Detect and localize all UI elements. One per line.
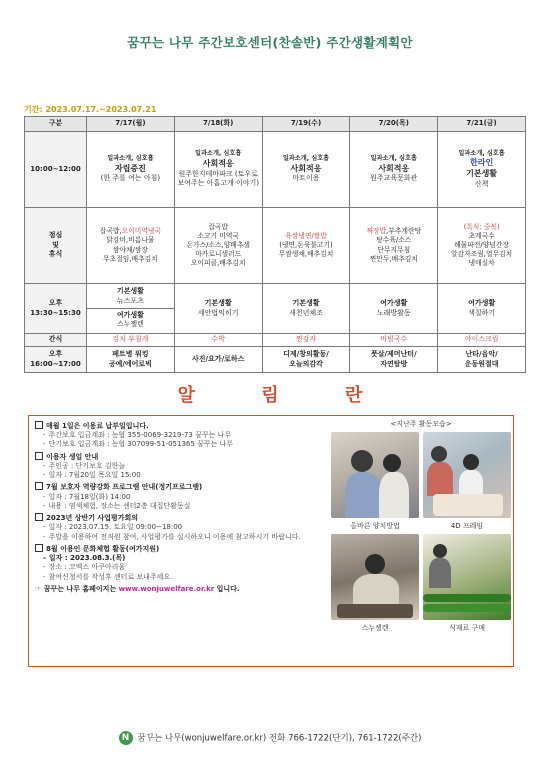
cell-tue-evening — [174, 347, 262, 373]
cell-line: 운동원절대 — [464, 359, 499, 368]
list-item: - 주말을 이용하여 전직원 참여, 사업평가를 실시하오니 이용에 참고하시기 바랍니다. — [43, 532, 301, 541]
cell-sub: 일과소개, 심호흡 — [282, 155, 330, 163]
cell-line: 공예/에어로빅 — [108, 359, 152, 368]
cell-mon-morning — [87, 132, 175, 208]
photo-4d-frame — [423, 432, 511, 518]
tree-logo-icon: N — [119, 731, 133, 745]
list-item-text: 주인공 : 단기보호 김한늘 — [48, 461, 126, 470]
photos-title: <지난주 활동모습> — [390, 420, 452, 428]
cell-detail: 노래방활동 — [376, 308, 411, 317]
menu-item: (냉면,돈육불고기) — [279, 240, 333, 249]
menu-item: 돈가스/소스,양배추샐 — [186, 240, 250, 249]
list-item-text: 주말을 이용하여 전직원 참여, 사업평가를 실시하오니 이용에 참고하시기 바랍니다. — [48, 532, 301, 541]
row-label-line: 오후 — [48, 299, 63, 308]
table-row-snack — [25, 334, 526, 347]
notice-heading: 알 림 란 — [177, 385, 393, 406]
cell-wed-evening — [262, 347, 350, 373]
menu-item: ,부추계란탕 — [386, 227, 422, 236]
cell-detail: 원주교육문화관 — [370, 174, 418, 183]
notice-section-title — [35, 544, 330, 554]
cell-wed-afternoon — [262, 284, 350, 334]
cell-tue-afternoon — [174, 284, 262, 334]
menu-item: 닭강비,비름나물 — [106, 236, 155, 245]
cell-detail: 원주한지테마파크 (토우로 보여주는 아홉고개 이야기) — [177, 169, 259, 188]
checkbox-square-icon — [35, 544, 43, 552]
cell-detail: 뉴스포츠 — [116, 296, 144, 305]
notice-section-title — [35, 513, 330, 523]
menu-item: 탕수육/소스 — [376, 236, 412, 245]
photo-grid — [331, 432, 511, 634]
menu-item: 찐만두,배추김치 — [369, 254, 418, 263]
cell-main: 기본생활 — [292, 299, 320, 308]
photo-caption: 식재료 구매 — [448, 624, 486, 632]
list-item: - 일자 : 2023.07.15. 토요일 09:00~18:00 — [43, 523, 183, 532]
table-header-row — [25, 117, 526, 132]
list-item: - 주인공 : 단기보호 김한늘 — [43, 461, 126, 470]
cell-detail: 새천년체조 — [289, 308, 323, 317]
row-label-line: 휴식 — [48, 250, 63, 259]
menu-item: 냉매실차 — [468, 259, 495, 268]
menu-item: 무초절임,배추김치 — [103, 254, 158, 263]
cell-wed-morning — [262, 132, 350, 208]
menu-item: 알감자조림,열무김치 — [450, 250, 513, 259]
checkbox-square-icon — [35, 421, 43, 429]
list-item: - 주간보호 입금계좌 : 농협 355-0069-3219-73 꿈꾸는 나무 — [43, 431, 232, 440]
header-thu: 7/20(목) — [350, 117, 438, 132]
cell-main: 사회적응 — [202, 158, 234, 168]
checkbox-square-icon — [35, 452, 43, 460]
cell-fri-snack: 아이스크림 — [438, 334, 526, 347]
list-item-text: 일자 : 7월18일(화) 14:00 — [48, 492, 131, 501]
menu-item-highlight: 육쌈냉면/쌀밥 — [285, 231, 327, 240]
notice-section-label: 이용자 생일 안내 — [46, 452, 99, 461]
cell-detail: (한 주를 여는 아침) — [100, 174, 161, 183]
footer-contact: 꿈꾸는 나무(wonjuwelfare.or.kr) 전화 766-1722(단기), 761-1722(주간) — [137, 733, 422, 744]
page-footer — [0, 731, 540, 745]
cell-main: 여가생활 — [468, 299, 496, 308]
cell-line: 오늘의감각 — [289, 359, 323, 368]
notice-section-label: 8월 이용인 문화체험 활동(여가지원) — [46, 544, 160, 553]
list-item-text: 일자 : 2023.08.3.(목) — [48, 554, 126, 563]
cell-line: 자연탐방 — [380, 359, 408, 368]
cell-detail: 스누젤렌 — [116, 320, 144, 329]
photo-grocery-shopping — [423, 534, 511, 620]
row-label-lunch — [25, 208, 87, 284]
cell-detail: 세안법익히기 — [197, 308, 239, 317]
menu-item: 쌈야채/쌈장 — [112, 245, 148, 254]
notice-board — [28, 415, 514, 667]
list-item-text: 참여신청서를 작성후 센터로 보내주세요. — [48, 572, 173, 581]
list-item: - 일자 : 2023.08.3.(목) — [43, 554, 126, 563]
page-title: 꿈꾸는 나무 주간보호센터(찬솔반) 주간생활계획안 — [127, 35, 413, 50]
cell-main-blue: 한라인 — [470, 158, 494, 168]
homepage-notice — [35, 585, 330, 594]
cell-split-bottom — [87, 309, 174, 332]
cell-tue-morning — [174, 132, 262, 208]
row-label-line: 및 — [52, 240, 59, 249]
header-mon: 7/17(월) — [87, 117, 175, 132]
row-label-evening — [25, 347, 87, 373]
menu-item: 무쌈생채,배추김치 — [278, 250, 334, 259]
list-item-text: 일자 : 7월20일 목요일 15:00 — [48, 471, 141, 480]
menu-item: 해물파전/양념간장 — [454, 240, 509, 249]
cell-main: 사회적응 — [378, 163, 410, 173]
notice-section-label: 2023년 상반기 사업평가회의 — [46, 514, 138, 523]
cell-sub: 일과소개, 심호흡 — [107, 155, 154, 163]
row-label-line: 16:00~17:00 — [30, 359, 81, 368]
cell-sub: 일과소개, 심호흡 — [195, 150, 242, 158]
photo-caption: 올바른 양치방법 — [350, 522, 400, 530]
row-label-line: 13:30~15:30 — [30, 308, 81, 317]
menu-item-highlight: 짜장밥 — [366, 227, 387, 236]
cell-fri-morning — [438, 132, 526, 208]
cell-tue-snack: 수박 — [174, 334, 262, 347]
cell-main: 기본생활 — [204, 299, 232, 308]
photo-snoezelen — [331, 534, 419, 620]
homepage-link[interactable]: www.wonjuwelfare.or.kr — [118, 584, 215, 593]
row-label-snack: 간식 — [25, 334, 87, 347]
cell-line: 페트병 워킹 — [112, 350, 149, 359]
checkbox-square-icon — [35, 482, 43, 490]
cell-detail: 색칠하기 — [468, 308, 496, 317]
homepage-prefix: ☞ 꿈꾸는 나무 홈페이지는 — [35, 584, 117, 593]
menu-item: 잡곡밥 — [208, 222, 229, 231]
cell-main: 기본생활 — [116, 287, 144, 296]
notice-list — [35, 419, 330, 594]
cell-wed-snack: 찐감자 — [262, 334, 350, 347]
checkbox-square-icon — [35, 513, 43, 521]
cell-main: 기본생활 — [466, 168, 498, 178]
menu-item: 단무지무침 — [377, 245, 411, 254]
photo-caption: 4D 프레임 — [450, 522, 484, 530]
list-item-text: 단기보호 입금계좌 : 농협 307099-51-051365 꿈꾸는 나무 — [48, 440, 234, 449]
cell-main: 여가생활 — [116, 311, 144, 319]
cell-detail: 마트이용 — [292, 174, 320, 183]
schedule-period: 기간: 2023.07.17.~2023.07.21 — [24, 105, 157, 114]
cell-fri-afternoon — [438, 284, 526, 334]
cell-fri-lunch — [438, 208, 526, 284]
cell-main: 자립증진 — [114, 163, 146, 173]
cell-tue-lunch — [174, 208, 262, 284]
table-row-lunch — [25, 208, 526, 284]
cell-thu-evening — [350, 347, 438, 373]
cell-fri-evening — [438, 347, 526, 373]
notice-section-label: 7월 보호자 역량강화 프로그램 안내(정기프로그램) — [46, 483, 203, 492]
table-row-evening — [25, 347, 526, 373]
weekly-schedule-table — [24, 116, 526, 373]
menu-item: 오이피클,배추김치 — [190, 259, 246, 268]
list-item: - 내용 : 염색체험, 장소는 센터2층 대집단활동실 — [43, 501, 191, 510]
cell-sub: 일과소개, 심호흡 — [458, 149, 505, 157]
cell-main: 사회적응 — [290, 163, 322, 173]
cell-sub: 일과소개, 심호흡 — [370, 155, 417, 163]
list-item: - 일자 : 7월20일 목요일 15:00 — [43, 471, 141, 480]
row-label-line: 오후 — [48, 350, 63, 359]
cell-thu-morning — [350, 132, 438, 208]
cell-mon-evening — [87, 347, 175, 373]
cell-line: 난타/음악/ — [465, 350, 498, 359]
cell-line: 디제/창의활동/ — [283, 350, 329, 359]
row-label-line: 점심 — [48, 231, 63, 240]
cell-thu-lunch — [350, 208, 438, 284]
cell-mon-afternoon — [87, 284, 175, 334]
header-fri: 7/21(금) — [438, 117, 526, 132]
list-item: - 일자 : 7월18일(화) 14:00 — [43, 492, 131, 501]
cell-line: 풋살/제머난터/ — [370, 350, 417, 359]
photo-caption: 스누젤렌 — [361, 624, 389, 632]
cell-mon-snack: 김치 부침개 — [87, 334, 175, 347]
notice-section-title — [35, 482, 330, 492]
menu-item-highlight: (특식: 중복) — [463, 222, 500, 231]
cell-main: 여가생활 — [380, 299, 408, 308]
table-row-morning — [25, 132, 526, 208]
menu-item: 잡곡밥, — [99, 227, 122, 236]
menu-item: 마카로니샐러드 — [195, 250, 242, 259]
list-item-text: 주간보호 입금계좌 : 농협 355-0069-3219-73 꿈꾸는 나무 — [48, 431, 232, 440]
menu-item: 초계국수 — [468, 231, 495, 240]
cell-wed-lunch — [262, 208, 350, 284]
row-label-afternoon — [25, 284, 87, 334]
header-tue: 7/18(화) — [174, 117, 262, 132]
photo-toothbrushing — [331, 432, 419, 518]
cell-line: 사진/요가/로하스 — [191, 354, 245, 363]
cell-detail: 산책 — [474, 179, 489, 188]
cell-split-top — [87, 285, 174, 309]
homepage-suffix: 입니다. — [216, 584, 240, 593]
list-item-text: 내용 : 염색체험, 장소는 센터2층 대집단활동실 — [48, 501, 191, 510]
table-row-afternoon — [25, 284, 526, 334]
list-item-text: 일자 : 2023.07.15. 토요일 09:00~18:00 — [48, 523, 183, 532]
notice-section-label: 매월 1일은 이용료 납부일입니다. — [46, 422, 149, 430]
notice-section-title — [35, 421, 330, 431]
notice-section-title — [35, 452, 330, 462]
cell-mon-lunch — [87, 208, 175, 284]
cell-thu-snack: 비빔국수 — [350, 334, 438, 347]
header-wed: 7/19(수) — [262, 117, 350, 132]
list-item: - 단기보호 입금계좌 : 농협 307099-51-051365 꿈꾸는 나무 — [43, 440, 234, 449]
list-item: - 장소 : 코엑스 아쿠아리움 — [43, 563, 126, 572]
header-category: 구분 — [25, 117, 87, 132]
menu-item: 소고기 미역국 — [197, 231, 239, 240]
cell-thu-afternoon — [350, 284, 438, 334]
menu-item-highlight: 오이미역냉국 — [121, 227, 162, 236]
activity-photos — [331, 419, 511, 634]
list-item: - 참여신청서를 작성후 센터로 보내주세요. — [43, 572, 173, 581]
row-label-morning: 10:00~12:00 — [25, 132, 87, 208]
list-item-text: 장소 : 코엑스 아쿠아리움 — [48, 563, 126, 572]
